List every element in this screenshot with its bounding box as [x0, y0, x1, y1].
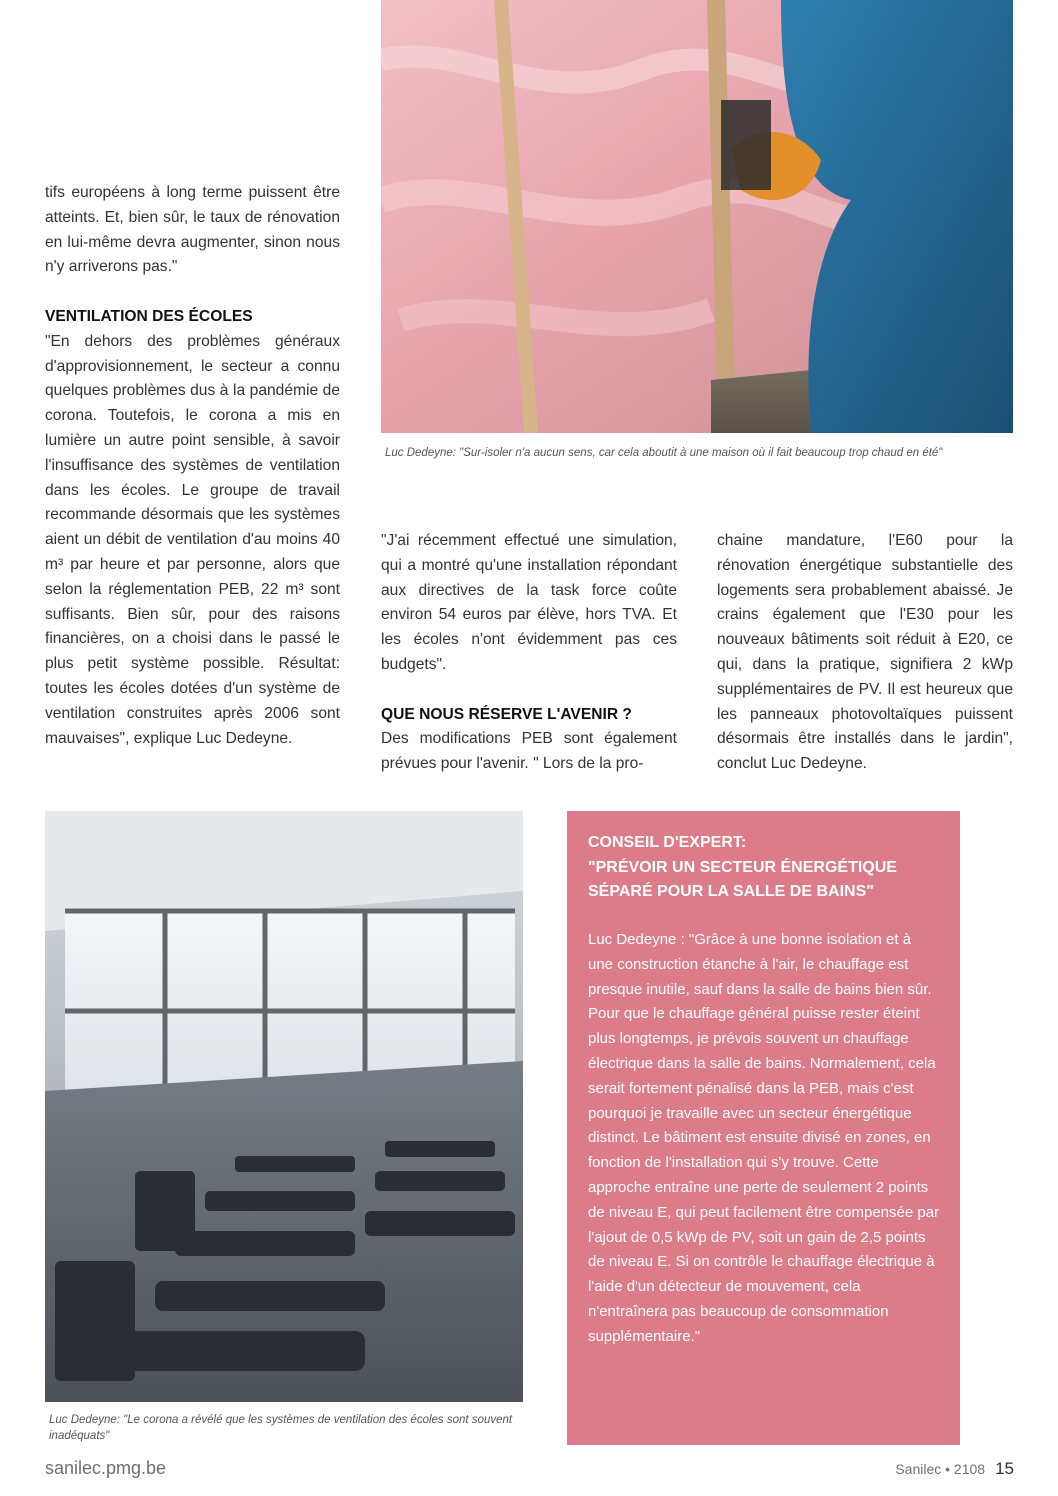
page-number: 15 [995, 1459, 1014, 1478]
photo-caption: Luc Dedeyne: "Le corona a révélé que les systèmes de ventilation des écoles sont souvent inadéquats" [49, 1414, 513, 1442]
title-line: "PRÉVOIR UN SECTEUR ÉNERGÉTIQUE [588, 858, 897, 876]
expert-box-title [588, 831, 948, 905]
article-column-1 [45, 181, 340, 751]
footer-website: sanilec.pmg.be [45, 1458, 167, 1478]
paragraph: "J'ai récemment effectué une simulation, qui a montré qu'une installation répondant aux directives de la task force coûte environ 54 euros par élève, hors TVA. Et les écoles n'ont évidemment pas ces budgets". [381, 532, 677, 673]
insulation-photo [381, 0, 1013, 433]
section-heading: VENTILATION DES ÉCOLES [45, 307, 253, 325]
paragraph: chaine mandature, l'E60 pour la rénovation énergétique substantielle des logements sera probablement abaissé. Je crains également que l'E30 pour les nouveaux bâtiments soit réduit à E20, ce qui, dans la pratique, signifiera 2 kWp supplémentaires de PV. Il est heureux que les panneaux photovoltaïques puissent désormais être installés dans le jardin", conclut Luc Dedeyne. [717, 532, 1013, 773]
paragraph: "En dehors des problèmes généraux d'approvisionnement, le secteur a connu quelques problèmes dus à la pandémie de corona. Toutefois, le corona a mis en lumière un autre point sensible, à savoir l'insuffisance des systèmes de ventilation dans les écoles. Le groupe de travail recommande désormais que les systèmes aient un débit de ventilation d'au moins 40 m³ par heure et par personne, alors que selon la réglementation PEB, 22 m³ sont suffisants. Bien sûr, pour des raisons financières, on a choisi dans le passé le plus petit système possible. Résultat: toutes les écoles dotées d'un système de ventilation construites après 2006 sont mauvaises", explique Luc Dedeyne. [45, 332, 340, 747]
title-line: CONSEIL D'EXPERT: [588, 834, 747, 851]
magazine-issue: Sanilec • 2108 [895, 1461, 986, 1477]
article-column-2 [381, 529, 677, 777]
section-heading: QUE NOUS RÉSERVE L'AVENIR ? [381, 705, 632, 723]
article-column-3 [717, 529, 1013, 777]
expert-box-body: Luc Dedeyne : "Grâce à une bonne isolation et à une construction étanche à l'air, le chauffage est presque inutile, sauf dans la salle de bains bien sûr. Pour que le chauffage général puisse rester éteint plus longtemps, je prévois souvent un chauffage électrique dans la salle de bains. Normalement, cela serait fortement pénalisé dans la PEB, mais c'est pourquoi je travaille avec un secteur énergétique distinct. Le bâtiment est ensuite divisé en zones, en fonction de l'installation qui s'y trouve. Cette approche entraîne une perte de seulement 2 points de niveau E, qui peut facilement être compensée par l'ajout de 0,5 kWp de PV, soit un gain de 2,5 points de niveau E. Si on contrôle le chauffage électrique à l'aide d'un détecteur de mouvement, cela n'entraînera pas beaucoup de consommation supplémentaire." [588, 931, 940, 1345]
photo-caption: Luc Dedeyne: "Sur-isoler n'a aucun sens, car cela aboutit à une maison où il fait beaucoup trop chaud en été" [385, 447, 943, 459]
classroom-photo [45, 811, 523, 1402]
paragraph: Des modifications PEB sont également prévues pour l'avenir. " Lors de la pro- [381, 730, 677, 773]
expert-advice-box [567, 811, 960, 1445]
footer-issue [895, 1459, 1014, 1479]
title-line: SÉPARÉ POUR LA SALLE DE BAINS" [588, 883, 874, 900]
paragraph: tifs européens à long terme puissent être atteints. Et, bien sûr, le taux de rénovation en lui-même devra augmenter, sinon nous n'y arriverons pas." [45, 184, 340, 276]
